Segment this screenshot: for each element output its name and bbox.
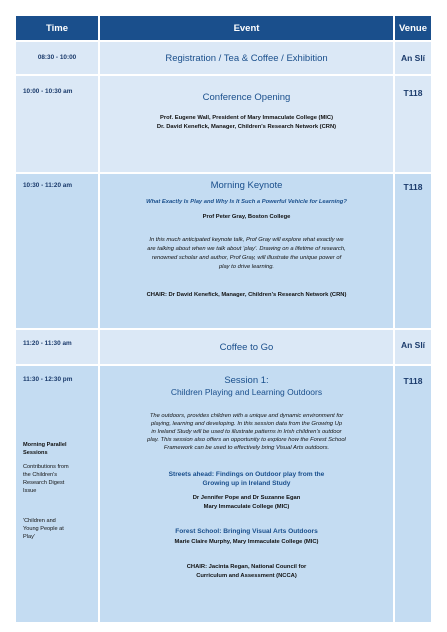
row-registration bbox=[16, 42, 431, 74]
session-side-label7: 'Children and bbox=[23, 518, 56, 524]
event-keynote-title: Morning Keynote bbox=[210, 180, 283, 191]
time-keynote: 10:30 - 11:20 am bbox=[23, 182, 73, 189]
row-keynote bbox=[16, 174, 431, 328]
event-talk1-speakers: Dr Jennifer Pope and Dr Suzanne Egan bbox=[192, 495, 301, 501]
event-keynote-desc4: play to drive learning. bbox=[218, 264, 275, 270]
event-talk1-title1: Streets ahead: Findings on Outdoor play from the bbox=[168, 471, 325, 478]
event-coffee: Coffee to Go bbox=[219, 342, 274, 353]
session-side-label5: Research Digest bbox=[23, 480, 65, 486]
time-opening: 10:00 - 10:30 am bbox=[23, 88, 73, 95]
schedule-table bbox=[16, 16, 431, 622]
session-side-label2: Sessions bbox=[23, 450, 48, 456]
row-coffee bbox=[16, 330, 431, 364]
header-venue: Venue bbox=[395, 16, 431, 40]
event-session-desc4: play. This session also offers an opportunity to explore how the Forest School bbox=[147, 437, 346, 443]
session-side-label6: Issue bbox=[23, 488, 37, 494]
table-header bbox=[16, 16, 431, 40]
event-session-desc5: Framework can be used to effectively bring Visual Arts outdoors. bbox=[163, 445, 330, 451]
venue-registration: An Slí bbox=[400, 53, 426, 63]
event-session-desc3: in Ireland Study will be used to illustrate patterns in Irish children's outdoor bbox=[151, 429, 342, 435]
event-registration: Registration / Tea & Coffee / Exhibition bbox=[165, 53, 328, 64]
event-session-chair1: CHAIR: Jacinta Regan, National Council for bbox=[186, 564, 307, 570]
row-session bbox=[16, 366, 431, 622]
event-opening-line1: Prof. Eugene Wall, President of Mary Immaculate College (MIC) bbox=[159, 115, 334, 121]
event-session-desc2: playing, learning and developing. In this session data from the Growing Up bbox=[150, 421, 343, 427]
event-session-desc1: The outdoors, provides children with a unique and dynamic environment for bbox=[149, 413, 344, 419]
time-session: 11:30 - 12:30 pm bbox=[23, 376, 73, 383]
event-keynote-speaker: Prof Peter Gray, Boston College bbox=[202, 214, 291, 220]
event-keynote-subtitle: What Exactly Is Play and Why Is It Such a Powerful Vehicle for Learning? bbox=[146, 199, 347, 205]
event-talk2-speaker: Marie Claire Murphy, Mary Immaculate College (MIC) bbox=[174, 539, 319, 545]
session-side-label4: the Children's bbox=[23, 472, 58, 478]
event-keynote-desc3: renowned scholar and author, Prof Gray, will illustrate the unique power of bbox=[151, 255, 342, 261]
time-registration: 08:30 - 10:00 bbox=[37, 54, 77, 61]
row-opening bbox=[16, 76, 431, 172]
venue-session: T118 bbox=[403, 376, 423, 386]
venue-coffee: An Slí bbox=[400, 340, 426, 350]
event-keynote-desc2: are talking about when we talk about ‘play’. Drawing on a lifetime of research, bbox=[147, 246, 346, 252]
session-side-label9: Play' bbox=[23, 534, 35, 540]
event-opening-title: Conference Opening bbox=[202, 92, 291, 103]
session-side-label8: Young People at bbox=[23, 526, 64, 532]
event-keynote-chair: CHAIR: Dr David Kenefick, Manager, Children's Research Network (CRN) bbox=[146, 292, 347, 298]
venue-keynote: T118 bbox=[403, 182, 423, 192]
event-session-title1: Session 1: bbox=[224, 375, 269, 386]
header-time: Time bbox=[16, 16, 98, 40]
event-talk2-title: Forest School: Bringing Visual Arts Outdoors bbox=[175, 528, 318, 535]
session-side-label3: Contributions from bbox=[23, 464, 69, 470]
session-side-label1: Morning Parallel bbox=[23, 442, 67, 448]
event-talk1-title2: Growing up in Ireland Study bbox=[202, 480, 291, 487]
event-session-chair2: Curriculum and Assessment (NCCA) bbox=[196, 573, 297, 579]
header-event: Event bbox=[100, 16, 393, 40]
time-coffee: 11:20 - 11:30 am bbox=[23, 340, 72, 347]
event-session-title2: Children Playing and Learning Outdoors bbox=[170, 387, 323, 397]
event-keynote-desc1: In this much anticipated keynote talk, Prof Gray will explore what exactly we bbox=[149, 237, 344, 243]
event-opening-line2: Dr. David Kenefick, Manager, Children's Research Network (CRN) bbox=[156, 124, 337, 130]
event-talk1-institution: Mary Immaculate College (MIC) bbox=[203, 504, 290, 510]
venue-opening: T118 bbox=[403, 88, 423, 98]
